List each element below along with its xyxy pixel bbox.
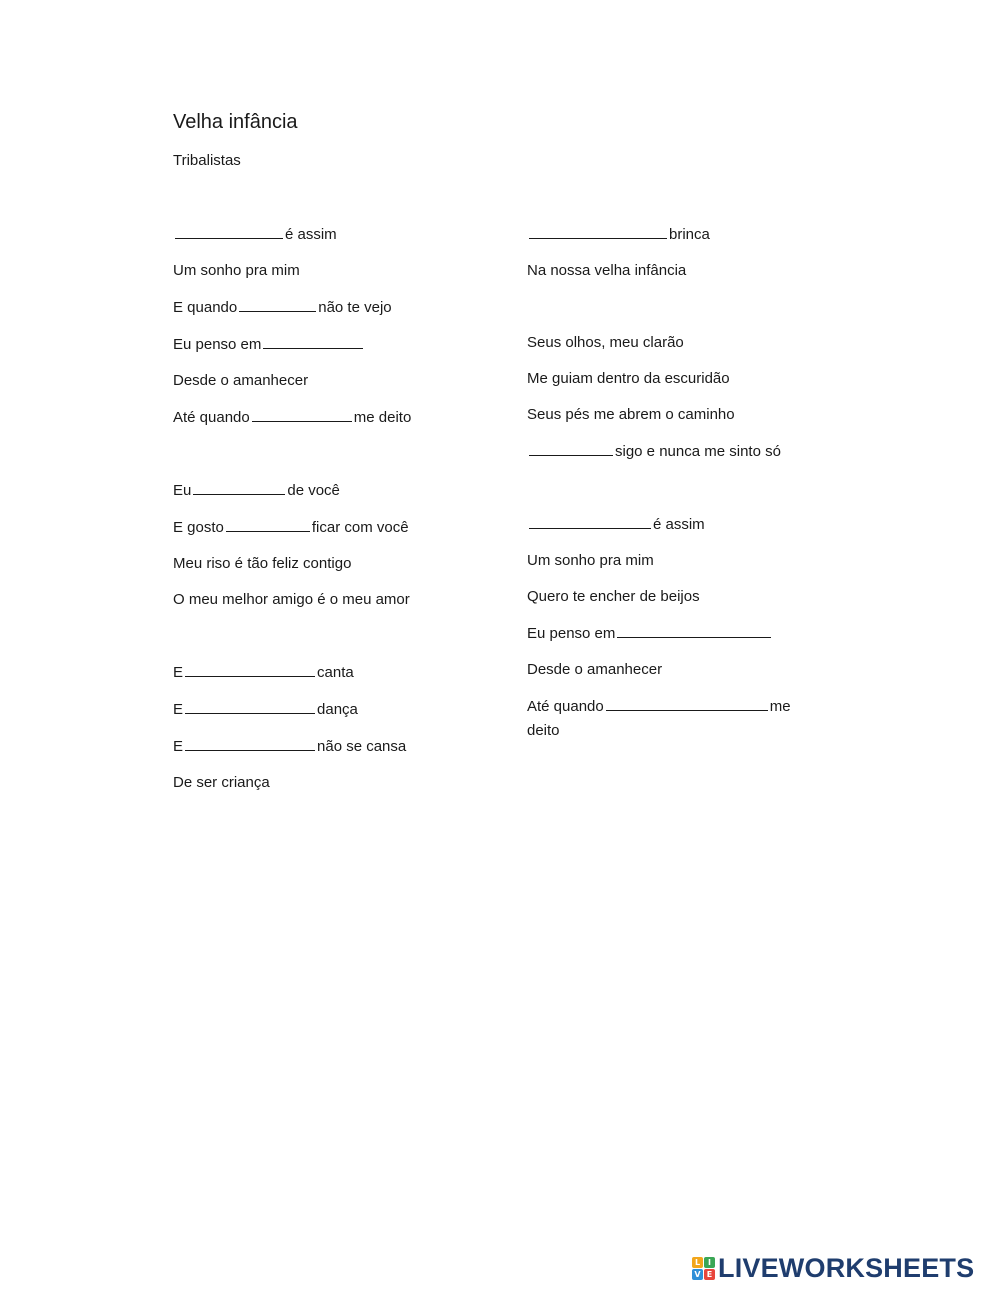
lyric-line bbox=[527, 694, 817, 743]
lyric-text: Até quando bbox=[527, 698, 604, 715]
lyric-text: dança bbox=[317, 701, 358, 718]
lyric-line: O meu melhor amigo é o meu amor bbox=[173, 591, 410, 608]
lyric-text: brinca bbox=[669, 226, 710, 243]
lyric-text: Eu penso em bbox=[173, 336, 262, 353]
artist-name: Tribalistas bbox=[173, 152, 241, 169]
lyric-line: Um sonho pra mim bbox=[527, 552, 654, 569]
lyric-line bbox=[527, 512, 817, 537]
lyric-line bbox=[173, 405, 503, 430]
lyric-line: Desde o amanhecer bbox=[527, 661, 663, 678]
fill-in-blank[interactable] bbox=[226, 515, 310, 532]
fill-in-blank[interactable] bbox=[529, 512, 651, 529]
lyric-text: E bbox=[173, 664, 184, 681]
lyric-line bbox=[527, 621, 817, 646]
lyric-text: E bbox=[173, 701, 184, 718]
lyric-text: não se cansa bbox=[317, 738, 407, 755]
lyric-line: Me guiam dentro da escuridão bbox=[527, 370, 730, 387]
stanza-gap bbox=[173, 624, 503, 648]
lyrics-column-left bbox=[173, 222, 503, 807]
worksheet-title: Velha infância bbox=[173, 111, 298, 133]
fill-in-blank[interactable] bbox=[185, 660, 315, 677]
logo-mark-cell: E bbox=[704, 1269, 715, 1280]
stanza-gap bbox=[527, 476, 817, 500]
lyric-text: Até quando bbox=[173, 409, 250, 426]
stanza-gap bbox=[527, 295, 817, 319]
lyric-text: ficar com você bbox=[311, 519, 409, 536]
lyric-line bbox=[173, 734, 503, 759]
lyric-text: E quando bbox=[173, 299, 238, 316]
fill-in-blank[interactable] bbox=[263, 332, 363, 349]
lyric-line bbox=[527, 439, 817, 464]
lyric-line: Seus olhos, meu clarão bbox=[527, 334, 684, 351]
lyric-line: Desde o amanhecer bbox=[173, 372, 309, 389]
lyric-text: sigo e nunca me sinto só bbox=[615, 443, 781, 460]
lyric-text: me deito bbox=[527, 698, 791, 739]
lyric-line: Um sonho pra mim bbox=[173, 262, 300, 279]
lyrics-column-right bbox=[527, 222, 817, 755]
logo-text: LIVEWORKSHEETS bbox=[718, 1252, 975, 1283]
fill-in-blank[interactable] bbox=[193, 478, 285, 495]
fill-in-blank[interactable] bbox=[185, 734, 315, 751]
lyric-text: canta bbox=[317, 664, 354, 681]
fill-in-blank[interactable] bbox=[606, 694, 768, 711]
stanza-gap bbox=[173, 442, 503, 466]
lyric-text: Eu bbox=[173, 482, 192, 499]
lyric-line bbox=[173, 515, 503, 540]
lyric-line bbox=[173, 478, 503, 503]
fill-in-blank[interactable] bbox=[185, 697, 315, 714]
lyric-text: E gosto bbox=[173, 519, 224, 536]
lyric-line bbox=[173, 295, 503, 320]
fill-in-blank[interactable] bbox=[175, 222, 283, 239]
logo-mark-cell: V bbox=[692, 1269, 703, 1280]
lyric-line: De ser criança bbox=[173, 774, 270, 791]
fill-in-blank[interactable] bbox=[239, 295, 316, 312]
lyric-line bbox=[173, 332, 503, 357]
lyric-line bbox=[527, 222, 817, 247]
lyric-line: Seus pés me abrem o caminho bbox=[527, 406, 735, 423]
fill-in-blank[interactable] bbox=[529, 439, 613, 456]
lyric-text: me deito bbox=[353, 409, 412, 426]
lyric-text: Eu penso em bbox=[527, 625, 616, 642]
lyric-text: de você bbox=[287, 482, 340, 499]
liveworksheets-logo-icon bbox=[692, 1257, 715, 1280]
liveworksheets-logo bbox=[692, 1253, 974, 1283]
fill-in-blank[interactable] bbox=[252, 405, 352, 422]
lyric-line: Quero te encher de beijos bbox=[527, 588, 700, 605]
fill-in-blank[interactable] bbox=[529, 222, 667, 239]
lyric-text: é assim bbox=[285, 226, 337, 243]
lyric-line bbox=[173, 660, 503, 685]
logo-mark-cell: L bbox=[692, 1257, 703, 1268]
fill-in-blank[interactable] bbox=[617, 621, 771, 638]
lyric-text: é assim bbox=[653, 516, 705, 533]
lyric-line: Meu riso é tão feliz contigo bbox=[173, 555, 352, 572]
logo-mark-cell: I bbox=[704, 1257, 715, 1268]
lyric-text: E bbox=[173, 738, 184, 755]
lyric-text: não te vejo bbox=[318, 299, 392, 316]
lyric-line bbox=[173, 222, 503, 247]
lyric-line: Na nossa velha infância bbox=[527, 262, 687, 279]
lyric-line bbox=[173, 697, 503, 722]
